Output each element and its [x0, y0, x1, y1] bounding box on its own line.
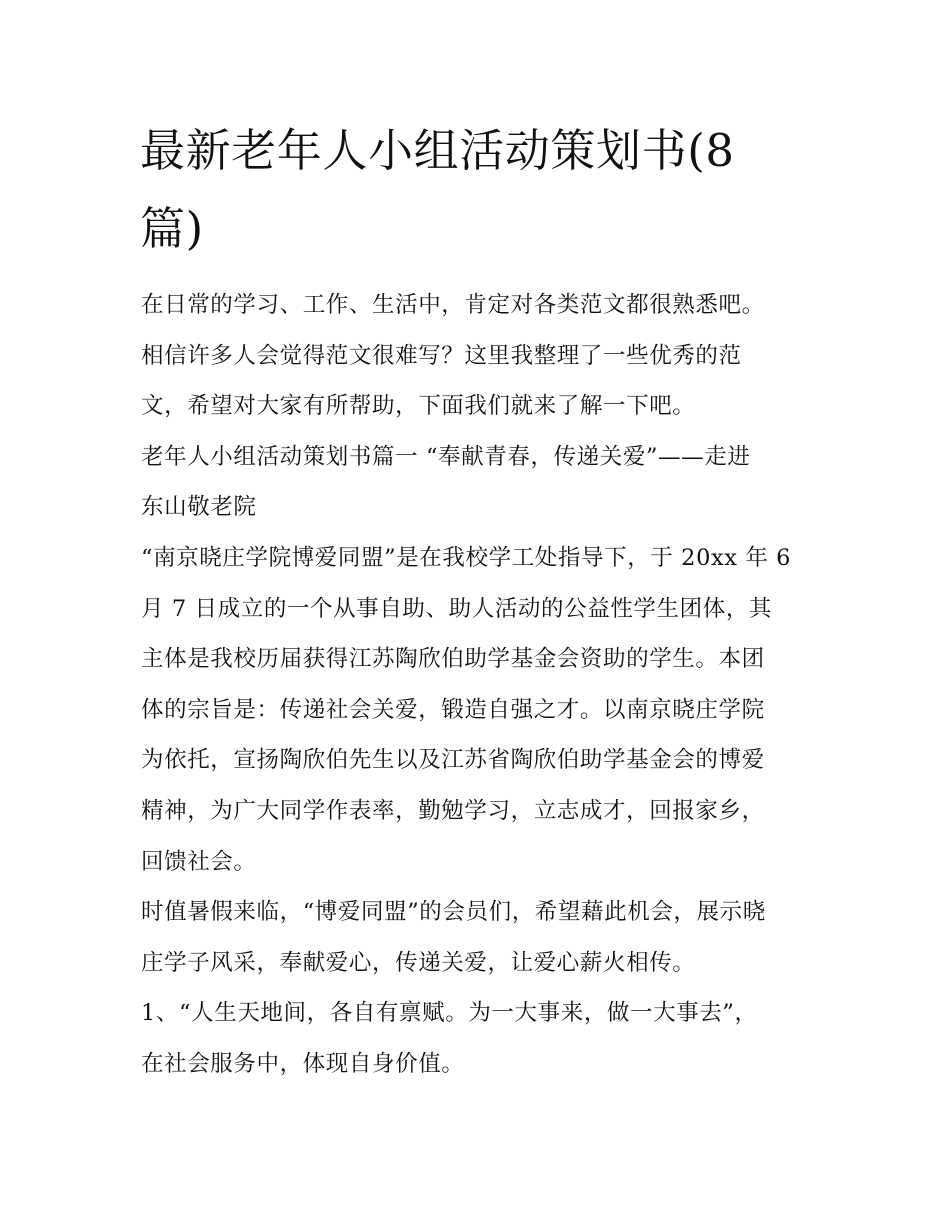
- text-line: 时值暑假来临，“博爱同盟”的会员们，希望藉此机会，展示晓: [141, 899, 766, 926]
- text-line: 在社会服务中，体现自身价值。: [141, 1050, 465, 1077]
- section-heading: [141, 432, 813, 533]
- title-line: 最新老年人小组活动策划书(8: [140, 124, 735, 177]
- text-line: 为依托，宣扬陶欣伯先生以及江苏省陶欣伯助学基金会的博爱: [141, 747, 765, 774]
- document-body: [141, 280, 813, 1090]
- text-line: 庄学子风采，奉献爱心，传递关爱，让爱心薪火相传。: [141, 949, 696, 976]
- text-line: 精神，为广大同学作表率，勤勉学习，立志成才，回报家乡，: [141, 797, 765, 824]
- text-line: 相信许多人会觉得范文很难写？这里我整理了一些优秀的范: [141, 342, 742, 369]
- document-title: [140, 112, 820, 268]
- text-line: 在日常的学习、工作、生活中，肯定对各类范文都很熟悉吧。: [141, 292, 765, 318]
- text-line: 主体是我校历届获得江苏陶欣伯助学基金会资助的学生。本团: [141, 646, 765, 673]
- intro-paragraph: [141, 280, 813, 432]
- list-item: [141, 988, 813, 1089]
- text-line: 月 7 日成立的一个从事自助、助人活动的公益性学生团体，其: [141, 595, 773, 622]
- text-line: 文，希望对大家有所帮助，下面我们就来了解一下吧。: [141, 393, 696, 420]
- text-line: 回馈社会。: [141, 848, 257, 875]
- text-line: “南京晓庄学院博爱同盟”是在我校学工处指导下，于 20xx 年 6: [141, 544, 792, 571]
- organization-paragraph: [141, 533, 813, 887]
- text-line: 体的宗旨是：传递社会关爱，锻造自强之才。以南京晓庄学院: [141, 696, 765, 723]
- text-line: 老年人小组活动策划书篇一 “奉献青春，传递关爱”——走进: [141, 443, 751, 470]
- text-line: 1、“人生天地间，各自有禀赋。为一大事来，做一大事去”，: [141, 1000, 758, 1027]
- title-line: 篇): [140, 202, 204, 255]
- text-line: 东山敬老院: [141, 494, 257, 521]
- summer-paragraph: [141, 887, 813, 988]
